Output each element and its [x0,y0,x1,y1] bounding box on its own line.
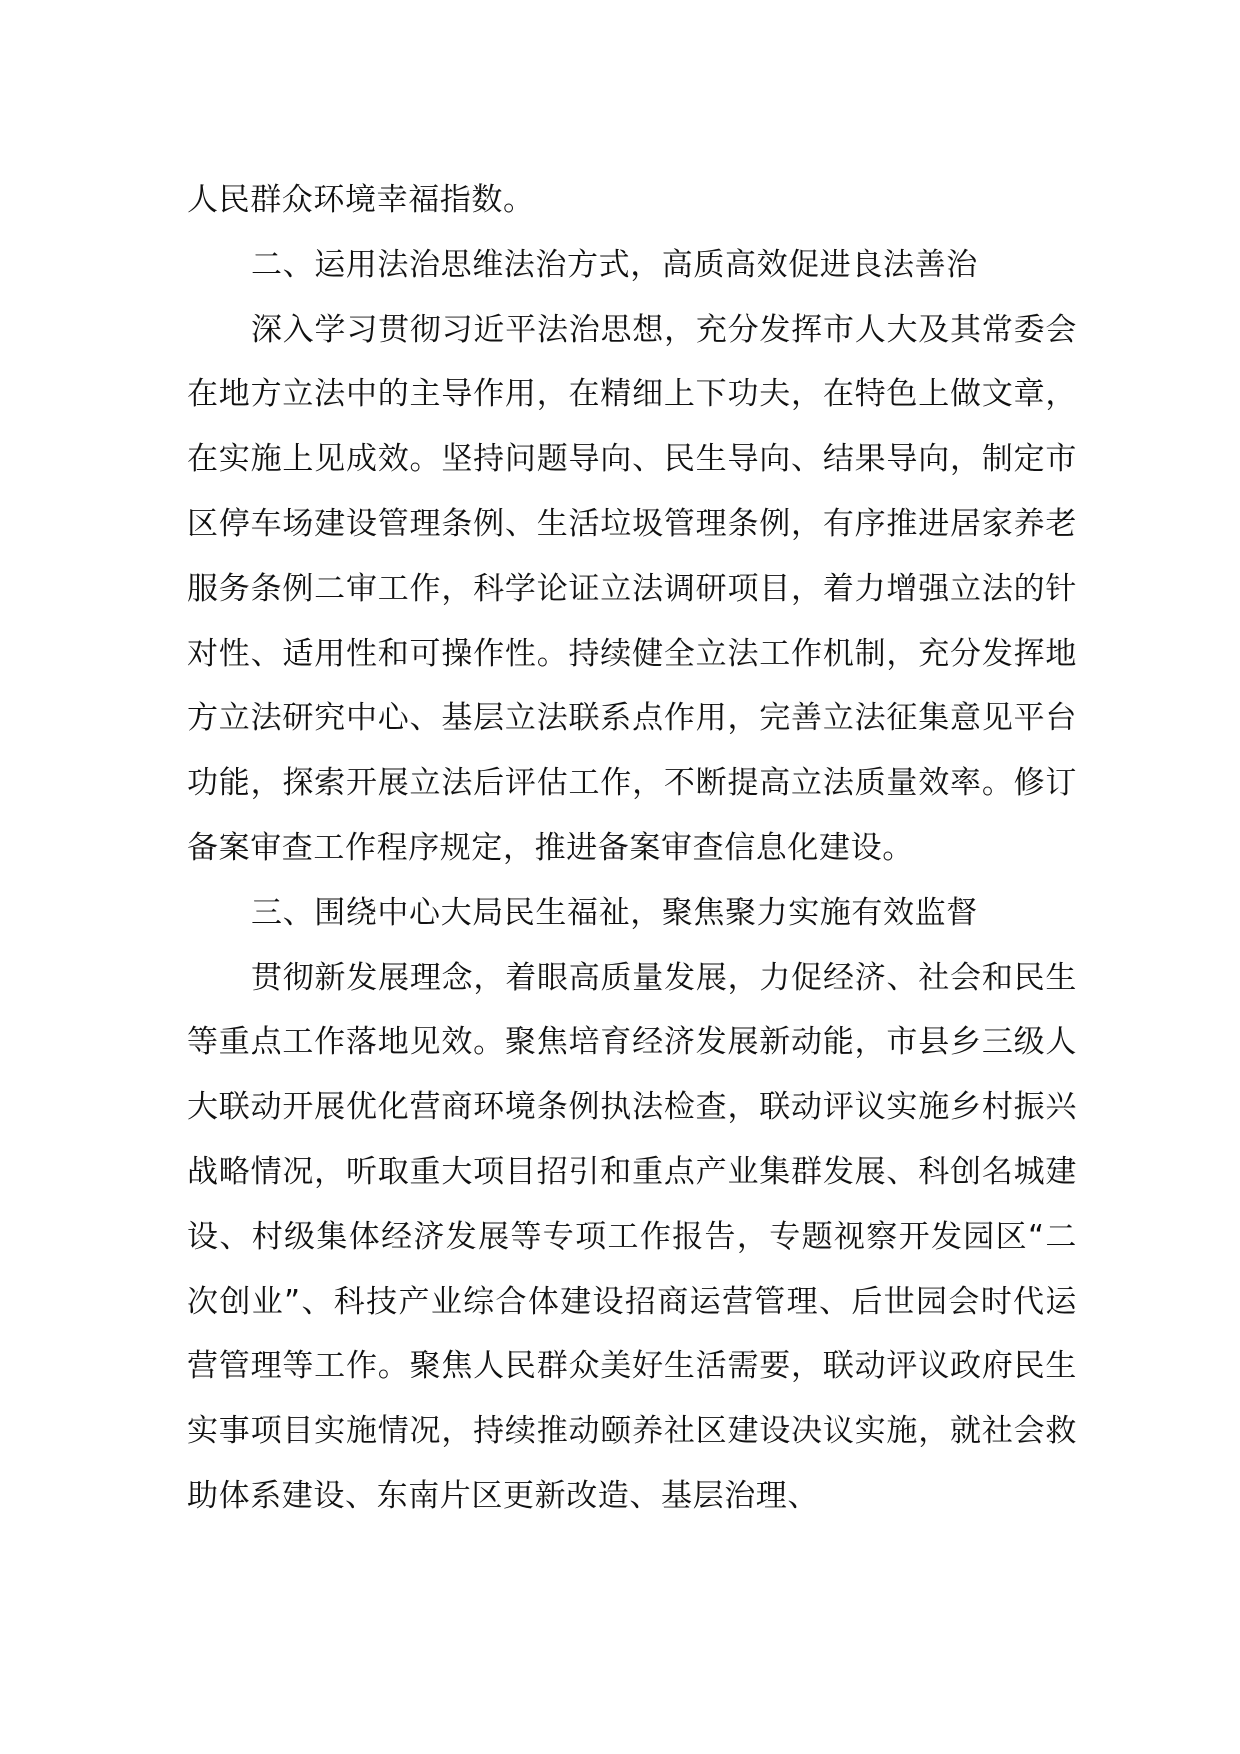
paragraph-legislation: 深入学习贯彻习近平法治思想，充分发挥市人大及其常委会在地方立法中的主导作用，在精细上下功夫，在特色上做文章，在实施上见成效。坚持问题导向、民生导向、结果导向，制定市区停车场建设管理条例、生活垃圾管理条例，有序推进居家养老服务条例二审工作，科学论证立法调研项目，着力增强立法的针对性、适用性和可操作性。持续健全立法工作机制，充分发挥地方立法研究中心、基层立法联系点作用，完善立法征集意见平台功能，探索开展立法后评估工作，不断提高立法质量效率。修订备案审查工作程序规定，推进备案审查信息化建设。 [187,311,1077,866]
section-heading-2: 二、运用法治思维法治方式，高质高效促进良法善治 [251,246,978,283]
section-heading-3: 三、围绕中心大局民生福祉，聚焦聚力实施有效监督 [251,894,978,931]
paragraph-continuation: 人民群众环境幸福指数。 [187,182,535,218]
document-body [187,168,1077,1529]
paragraph-supervision: 贯彻新发展理念，着眼高质量发展，力促经济、社会和民生等重点工作落地见效。聚焦培育经济发展新动能，市县乡三级人大联动开展优化营商环境条例执法检查，联动评议实施乡村振兴战略情况，听取重大项目招引和重点产业集群发展、科创名城建设、村级集体经济发展等专项工作报告，专题视察开发园区“二次创业”、科技产业综合体建设招商运营管理、后世园会时代运营管理等工作。聚焦人民群众美好生活需要，联动评议政府民生实事项目实施情况，持续推动颐养社区建设决议实施，就社会救助体系建设、东南片区更新改造、基层治理、 [187,959,1077,1514]
